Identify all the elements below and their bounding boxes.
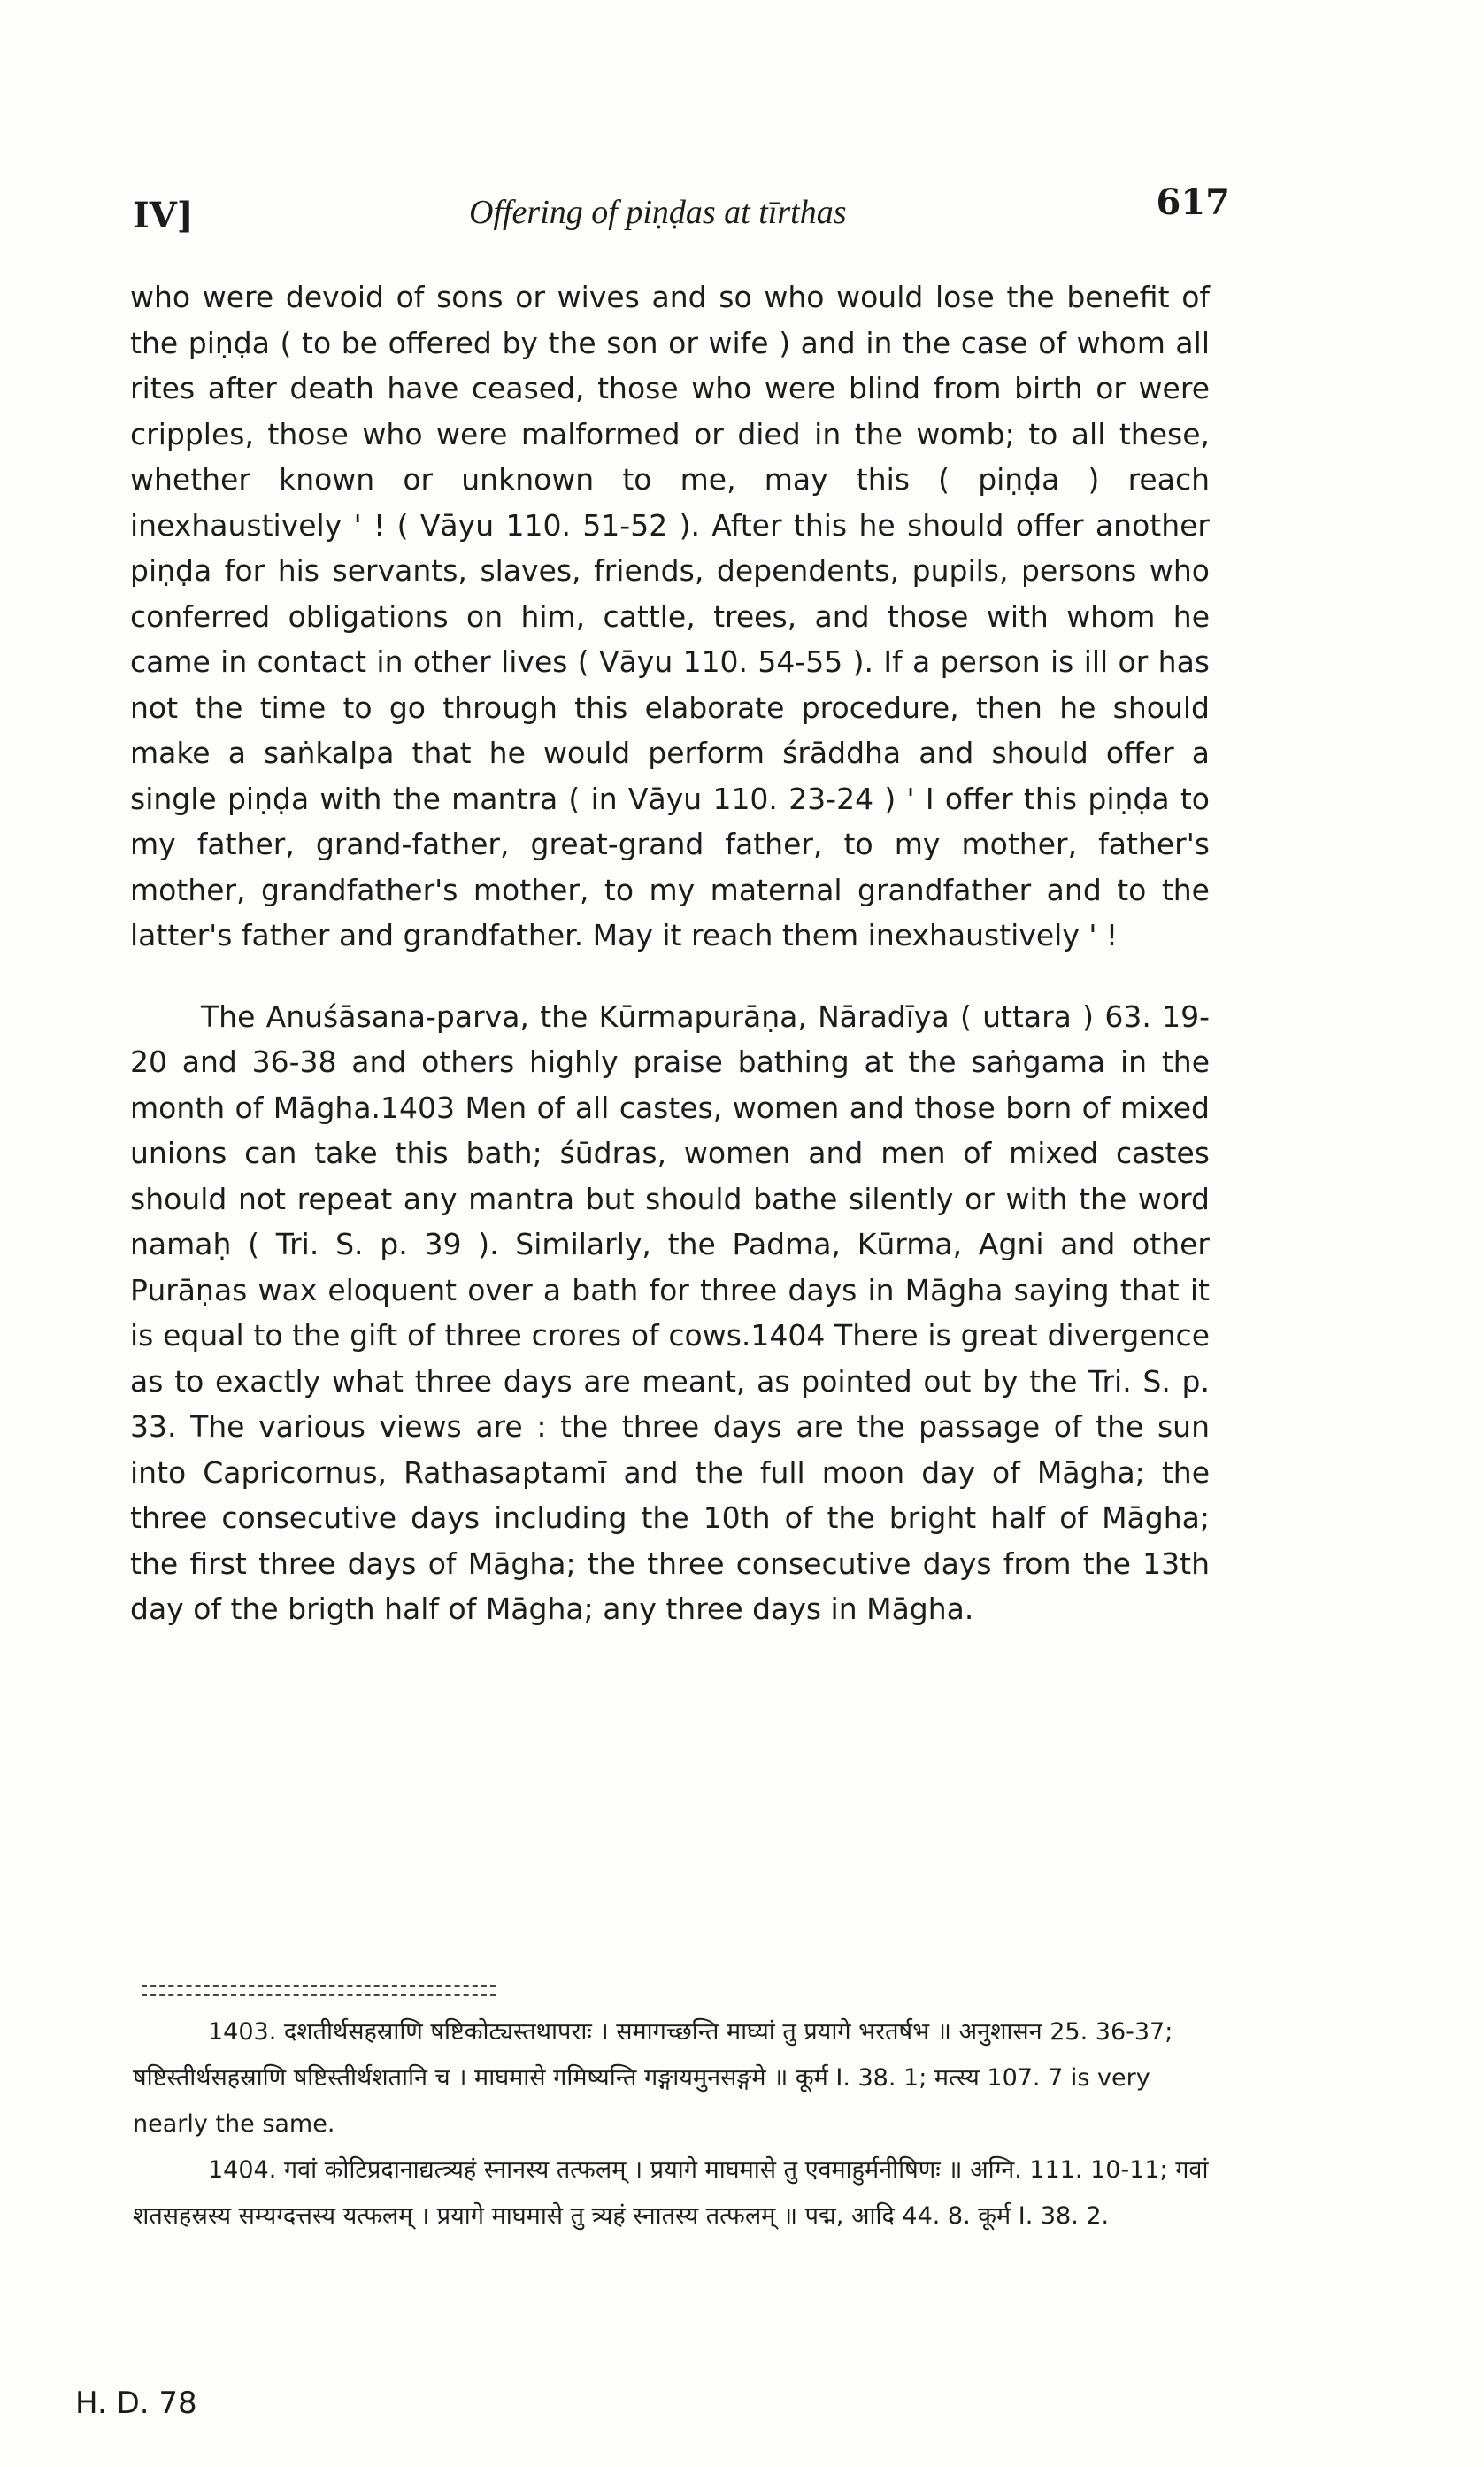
paragraph: The Anuśāsana-parva, the Kūrmapurāṇa, Nāradīya ( uttara ) 63. 19-20 and 36-38 and others highly praise bathing at the saṅgama in the month of Māgha.1403 Men of all castes, women and those born of mixed unions can take this bath; śūdras, women and men of mixed castes should not repeat any mantra but should bathe silently or with the word namaḥ ( Tri. S. p. 39 ). Similarly, the Padma, Kūrma, Agni and other Purāṇas wax eloquent over a bath for three days in Māgha saying that it is equal to the gift of three crores of cows.1404 There is great divergence as to exactly what three days are meant, as pointed out by the Tri. S. p. 33. The various views are : the three days are the passage of the sun into Capricornus, Rathasaptamī and the full moon day of Māgha; the three consecutive days including the 10th of the bright half of Māgha; the first three days of Māgha; the three consecutive days from the 13th day of the brigth half of Māgha; any three days in Māgha.: [130, 998, 1210, 1626]
chapter-number: IV]: [133, 195, 194, 236]
running-title: Offering of piṇḍas at tīrthas: [469, 194, 847, 231]
paragraph: who were devoid of sons or wives and so who would lose the benefit of the piṇḍa ( to be offered by the son or wife ) and in the case of whom all rites after death have ceased, those who were blind from birth or were cripples, those who were malformed or died in the womb; to all these, whether known or unknown to me, may this ( piṇḍa ) reach inexhaustively ' ! ( Vāyu 110. 51-52 ). After this he should offer another piṇḍa for his servants, slaves, friends, dependents, pupils, persons who conferred obligations on him, cattle, trees, and those with whom he came in contact in other lives ( Vāyu 110. 54-55 ). If a person is ill or has not the time to go through this elaborate procedure, then he should make a saṅkalpa that he would perform śrāddha and should offer a single piṇḍa with the mantra ( in Vāyu 110. 23-24 ) ' I offer this piṇḍa to my father, grand-father, great-grand father, to my mother, father's mother, grandfather's mother, to my maternal grandfather and to the latter's father and grandfather. May it reach them inexhaustively ' !: [130, 280, 1210, 952]
page-header: [133, 177, 1230, 236]
footnote-1403: 1403. दशतीर्थसहस्राणि षष्टिकोट्यस्तथापराः । समागच्छन्ति माघ्यां तु प्रयागे भरतर्षभ ॥ अनुशासन 25. 36-37; षष्टिस्तीर्थसहस्राणि षष्टिस्तीर्थशतानि च । माघमासे गमिष्यन्ति गङ्गायमुनसङ्गमे ॥ कूर्म I. 38. 1; मत्स्य 107. 7 is very nearly the same.: [133, 2018, 1173, 2138]
page-number: 617: [1156, 181, 1230, 223]
signature-mark: H. D. 78: [75, 2386, 197, 2421]
main-text: [130, 274, 1210, 1632]
footnotes: [133, 2009, 1221, 2240]
footnote-divider: [142, 1985, 496, 1996]
footnote-1404: 1404. गवां कोटिप्रदानाद्यत्त्र्यहं स्नानस्य तत्फलम् । प्रयागे माघमासे तु एवमाहुर्मनीषिणः ॥ अग्नि. 111. 10-11; गवां शतसहस्रस्य सम्यग्दत्तस्य यत्फलम् । प्रयागे माघमासे तु त्र्यहं स्नातस्य तत्फलम् ॥ पद्म, आदि 44. 8. कूर्म I. 38. 2.: [133, 2156, 1209, 2230]
